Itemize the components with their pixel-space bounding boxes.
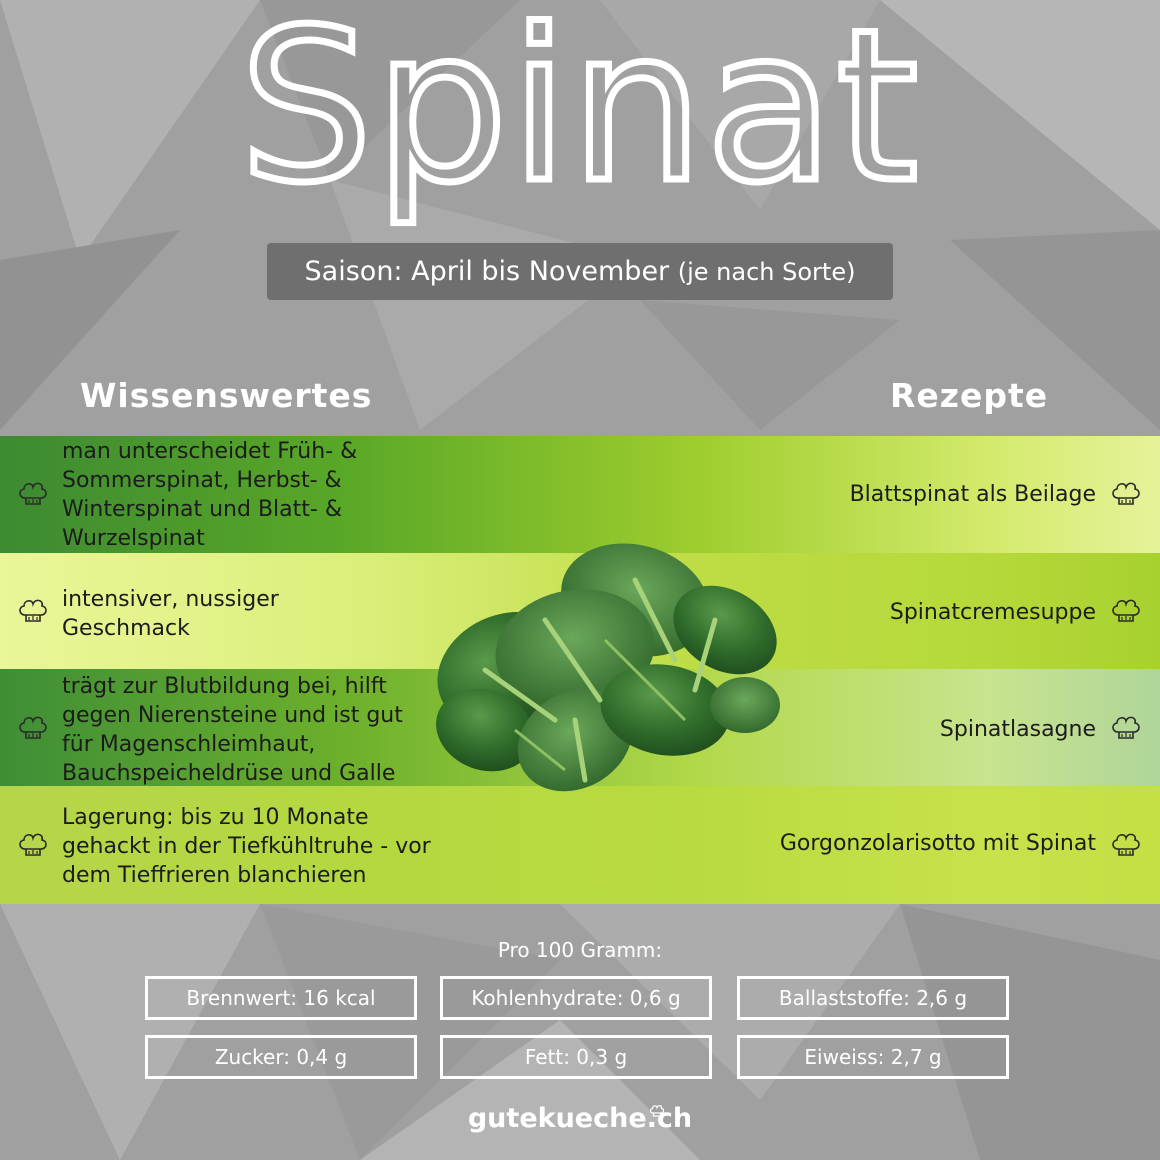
recipe-link-4[interactable]: Gorgonzolarisotto mit Spinat: [779, 831, 1096, 856]
nutrition-energy: Brennwert: 16 kcal: [145, 976, 417, 1020]
recipe-link-1[interactable]: Blattspinat als Beilage: [849, 482, 1096, 507]
chef-hat-icon: [1110, 597, 1142, 625]
season-note: (je nach Sorte): [677, 258, 856, 286]
chef-hat-icon: [1110, 480, 1142, 508]
nutrition-sugar: Zucker: 0,4 g: [145, 1035, 417, 1079]
fact-item-1: man unterscheidet Früh- & Sommerspinat, Herbst- & Winterspinat und Blatt- & Wurzelspinat: [62, 439, 358, 551]
nutrition-label: Pro 100 Gramm:: [497, 938, 663, 962]
nutrition-carbs: Kohlenhydrate: 0,6 g: [440, 976, 712, 1020]
recipes-heading: Rezepte: [890, 376, 1049, 415]
footer-brand[interactable]: gutekueche.ch: [467, 1103, 693, 1134]
recipe-link-3[interactable]: Spinatlasagne: [939, 717, 1096, 742]
nutrition-fat: Fett: 0,3 g: [440, 1035, 712, 1079]
season-badge: [267, 243, 893, 300]
fact-item-4: Lagerung: bis zu 10 Monate gehackt in der Tiefkühltruhe - vor dem Tieffrieren blanchieren: [62, 805, 431, 888]
nutrition-fiber: Ballaststoffe: 2,6 g: [737, 976, 1009, 1020]
page-title: Spinat: [239, 0, 921, 229]
facts-heading: Wissenswertes: [80, 376, 373, 415]
chef-hat-icon: [17, 480, 49, 508]
chef-hat-icon: [17, 597, 49, 625]
season-text: Saison: April bis November: [304, 256, 670, 287]
chef-hat-icon: [1110, 831, 1142, 859]
chef-hat-icon: [648, 1104, 666, 1118]
recipe-link-2[interactable]: Spinatcremesuppe: [889, 600, 1096, 625]
fact-item-2: intensiver, nussiger Geschmack: [62, 587, 279, 641]
nutrition-protein: Eiweiss: 2,7 g: [737, 1035, 1009, 1079]
chef-hat-icon: [17, 714, 49, 742]
fact-item-3: trägt zur Blutbildung bei, hilft gegen Nierensteine und ist gut für Magenschleimhaut, Bauchspeicheldrüse und Galle: [62, 674, 403, 786]
spinach-leaves-image: [425, 520, 785, 800]
chef-hat-icon: [1110, 714, 1142, 742]
chef-hat-icon: [17, 831, 49, 859]
